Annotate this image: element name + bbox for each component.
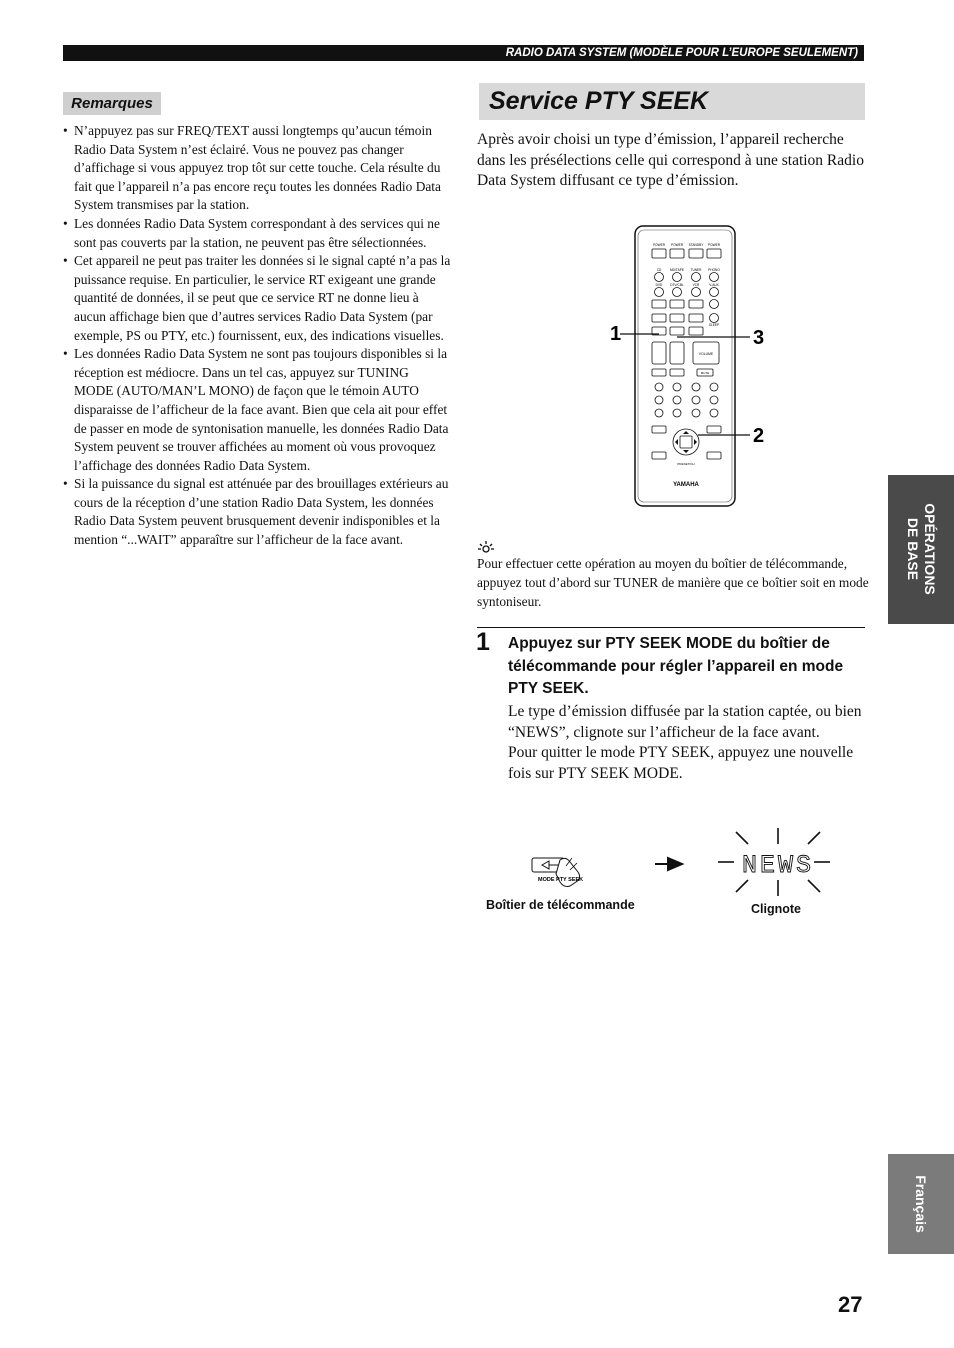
remarques-list <box>63 122 451 550</box>
remarque-item: • Cet appareil ne peut pas traiter les données si le signal capté n’a pas la puissance requise. En particulier, le service RT exigeant une grande quantité de données, il se peut que ce service RT ne donne lieu à aucun affichage bien que d’autres services Radio Data System (par exemple, PS ou PTY, etc.) fournissent, eux, des indications visuelles. <box>63 252 451 345</box>
pty-seek-illustration <box>520 820 840 900</box>
remote-label: POWER <box>652 243 666 247</box>
caption-remote: Boîtier de télécommande <box>486 898 635 912</box>
section-title: Service PTY SEEK <box>489 87 709 115</box>
side-tab-operations[interactable] <box>888 475 954 624</box>
remote-label: POWER <box>670 243 684 247</box>
remote-label: SLEEP <box>708 323 720 327</box>
remote-brand: YAMAHA <box>673 482 699 488</box>
remote-control-illustration <box>600 222 780 510</box>
remarques-heading: Remarques <box>63 92 161 115</box>
remote-label: STANDBY <box>688 243 704 247</box>
step-heading: Appuyez sur PTY SEEK MODE du boîtier de télécommande pour régler l’appareil en mode PTY SEEK. <box>508 635 844 697</box>
callout-2: 2 <box>753 425 765 447</box>
pty-seek-button-label: MODE PTY SEEK <box>538 877 584 883</box>
running-header: RADIO DATA SYSTEM (MODÈLE POUR L’EUROPE SEULEMENT) <box>63 45 864 61</box>
remote-label: DVD <box>655 283 663 287</box>
page-number: 27 <box>838 1292 863 1317</box>
remote-label: V-AUX <box>709 283 719 287</box>
remote-label: VOLUME <box>698 352 714 356</box>
side-tab-operations-line2: DE BASE <box>905 517 921 581</box>
remote-label: PHONO <box>708 268 720 272</box>
remote-label: PRESET/CH <box>677 462 695 466</box>
section-title-box <box>479 83 865 120</box>
step-divider <box>477 627 865 628</box>
remarque-item: • N’appuyez pas sur FREQ/TEXT aussi longtemps qu’aucun témoin Radio Data System n’est éclairé. Vous ne pouvez pas changer d’affichage si vous appuyez trop tôt sur cette touche. Cela résulte du fait que l’appareil n’a pas encore reçu toutes les données Radio Data System transmises par la station. <box>63 122 451 215</box>
remote-label: DTV/CBL <box>670 283 684 287</box>
side-tab-operations-line1: OPÉRATIONS <box>922 503 938 595</box>
remote-label: CD <box>656 268 662 272</box>
remote-label: MD/TAPE <box>670 268 684 272</box>
section-intro: Après avoir choisi un type d’émission, l’appareil recherche dans les présélections celle qui correspond à une station Radio Data System diffusant ce type d’émission. <box>477 131 864 189</box>
remote-label: TUNER <box>690 268 702 272</box>
front-display-text: NEWS <box>741 851 815 880</box>
remote-label: VCR <box>692 283 700 287</box>
side-tab-language-label: Français <box>913 1175 929 1233</box>
remarque-item: • Les données Radio Data System correspondant à des services qui ne sont pas couverts par la station, ne peuvent pas être sélectionnées. <box>63 215 451 252</box>
tip-text: Pour effectuer cette opération au moyen du boîtier de télécommande, appuyez tout d’abord sur TUNER de manière que ce boîtier soit en mode syntoniseur. <box>477 556 869 609</box>
remote-label: MUTE <box>700 371 710 375</box>
step-body <box>508 702 868 784</box>
callout-1: 1 <box>610 323 622 345</box>
remarque-item: • Si la puissance du signal est atténuée par des brouillages extérieurs au cours de la réception d’une station Radio Data System, les données Radio Data System peuvent brusquement devenir indisponibles et la mention “...WAIT” apparaître sur l’afficheur de la face avant. <box>63 475 451 549</box>
step-body-paragraph: Le type d’émission diffusée par la station captée, ou bien “NEWS”, clignote sur l’afficheur de la face avant. <box>508 703 862 741</box>
step-body-paragraph: Pour quitter le mode PTY SEEK, appuyez une nouvelle fois sur PTY SEEK MODE. <box>508 744 854 782</box>
step-number: 1 <box>476 628 490 656</box>
remarque-item: • Les données Radio Data System ne sont pas toujours disponibles si la réception est médiocre. Dans un tel cas, appuyez sur TUNING MODE (AUTO/MAN’L MONO) de façon que le témoin AUTO disparaisse de l’afficheur de la face avant. Bien que cela ait pour effet de passer en mode de syntonisation manuelle, les données Radio Data System peuvent se trouver affichées au moment où vous provoquez l’affichage des données Radio Data System. <box>63 345 451 475</box>
caption-blink: Clignote <box>751 902 801 916</box>
callout-3: 3 <box>753 327 765 349</box>
side-tab-language[interactable] <box>888 1154 954 1254</box>
remote-label: POWER <box>707 243 721 247</box>
